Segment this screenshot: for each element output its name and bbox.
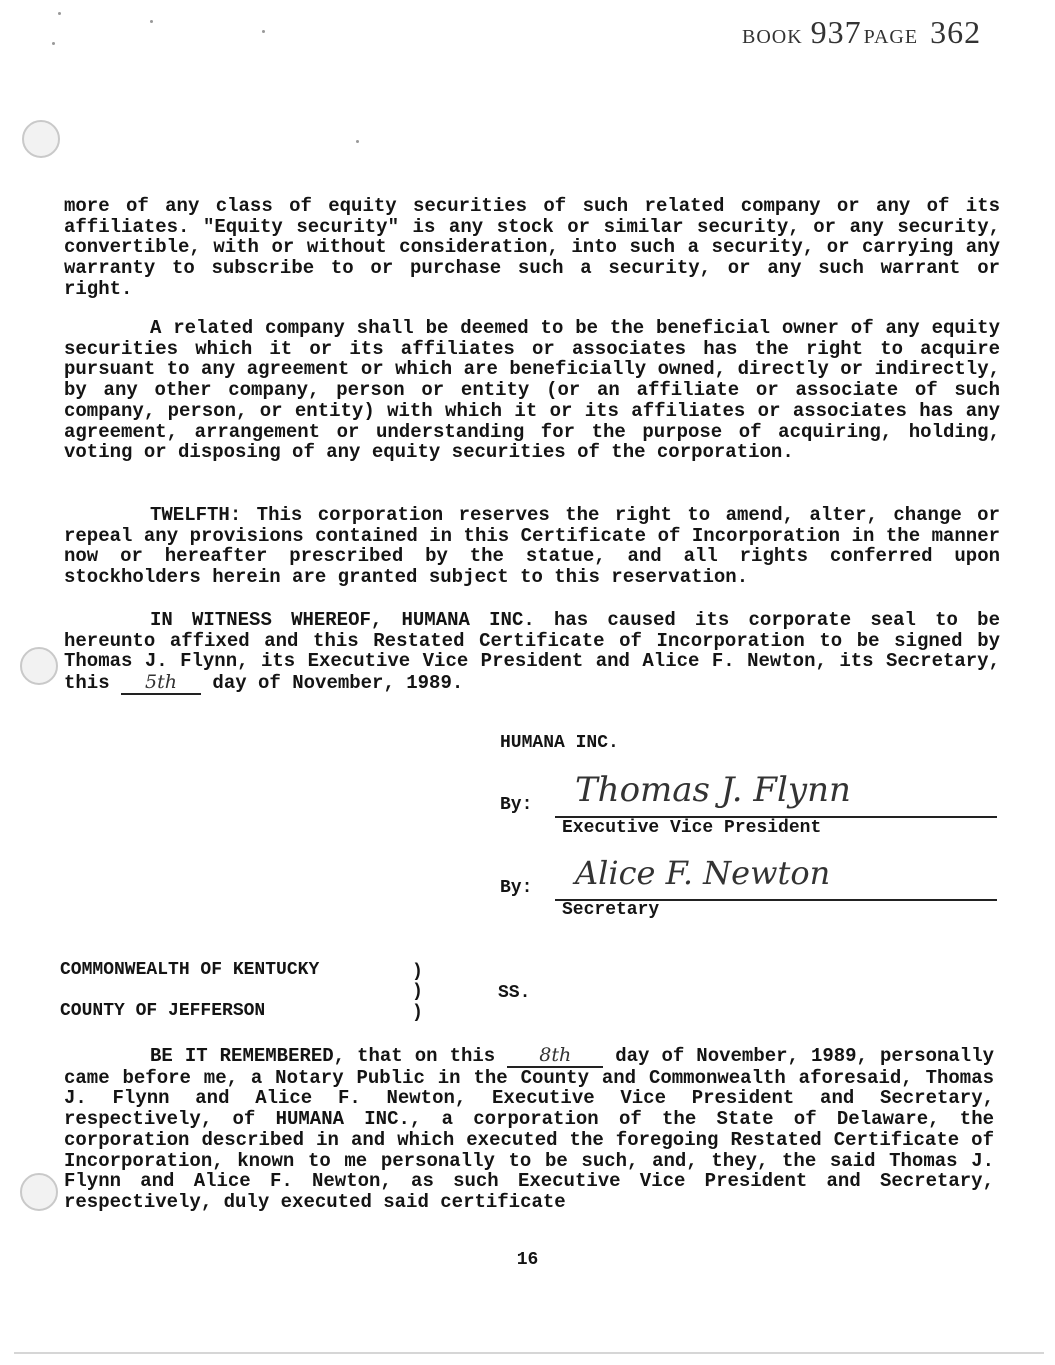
- venue-state: COMMONWEALTH OF KENTUCKY: [60, 960, 320, 980]
- paragraph-acknowledgment: BE IT REMEMBERED, that on this 8th day of November, 1989, personally came before me, a Notary Public in the County and Commonwealth aforesaid, Thomas J. Flynn and Alice F. Newton, Executive Vice President and Secretary, respectively, of HUMANA INC., a corporation of the State of Delaware, the corporation described in and which executed the foregoing Restated Certificate of Incorporation, known to me personally to be such, and, they, the said Thomas J. Flynn and Alice F. Newton, as such Executive Vice President and Secretary, respectively, duly executed said certificate: [64, 1044, 995, 1213]
- page-reference-number: 362: [930, 14, 982, 50]
- by-label-2: By:: [500, 878, 533, 898]
- book-label: BOOK: [742, 26, 803, 48]
- paragraph-in-witness: IN WITNESS WHEREOF, HUMANA INC. has caused its corporate seal to be hereunto affixed and this Restated Certificate of Incorporation to be signed by Thomas J. Flynn, its Executive Vice President and Alice F. Newton, its Secretary, this 5th day of November, 1989.: [64, 609, 1000, 695]
- page-label: PAGE: [863, 26, 919, 48]
- handwritten-day-acknowledgment: 8th: [507, 1045, 603, 1068]
- by-label-1: By:: [500, 795, 533, 815]
- venue-paren: ): [412, 1003, 423, 1023]
- scan-speck: [356, 140, 359, 143]
- scan-speck: [150, 20, 153, 23]
- scan-edge-rule: [14, 1352, 1044, 1354]
- book-page-reference: [742, 14, 981, 51]
- signature-newton: Alice F. Newton: [575, 854, 831, 892]
- punch-hole: [20, 647, 58, 685]
- signer2-title: Secretary: [562, 900, 660, 920]
- signature-flynn: Thomas J. Flynn: [575, 770, 851, 810]
- paragraph-twelfth: TWELFTH: This corporation reserves the right to amend, alter, change or repeal any provisions contained in this Certificate of Incorporation in the manner now or hereafter prescribed by the statue, and all rights conferred upon stockholders herein are granted subject to this reservation.: [64, 504, 1000, 589]
- book-number: 937: [810, 14, 862, 50]
- venue-ss: SS.: [498, 983, 531, 1003]
- paragraph-beneficial-owner: A related company shall be deemed to be the beneficial owner of any equity securities which it or its affiliates or associates has the right to acquire pursuant to any agreement or which are beneficially owned, directly or indirectly, by any other company, person or entity (or an affiliate or associate of such company, person, or entity) with which it or its affiliates or associates has any agreement, arrangement or understanding for the purpose of acquiring, holding, voting or disposing of any equity securities of the corporation.: [64, 317, 1000, 464]
- venue-paren: ): [412, 982, 423, 1002]
- paragraph-equity-security: more of any class of equity securities of such related company or any of its affiliates. "Equity security" is any stock or similar security, or any security, convertible, with or without consideration, into such a security, or carrying any warranty to subscribe to or purchase such a security, or any such warrant or right.: [64, 195, 1000, 300]
- signer1-title: Executive Vice President: [562, 818, 822, 838]
- handwritten-day-witness: 5th: [121, 672, 201, 695]
- venue-paren: ): [412, 962, 423, 982]
- scan-speck: [58, 12, 61, 15]
- scan-speck: [262, 30, 265, 33]
- page-number: 16: [516, 1250, 539, 1270]
- punch-hole: [22, 120, 60, 158]
- scan-speck: [52, 42, 55, 45]
- company-name: HUMANA INC.: [500, 733, 619, 753]
- venue-county: COUNTY OF JEFFERSON: [60, 1001, 266, 1021]
- punch-hole: [20, 1173, 58, 1211]
